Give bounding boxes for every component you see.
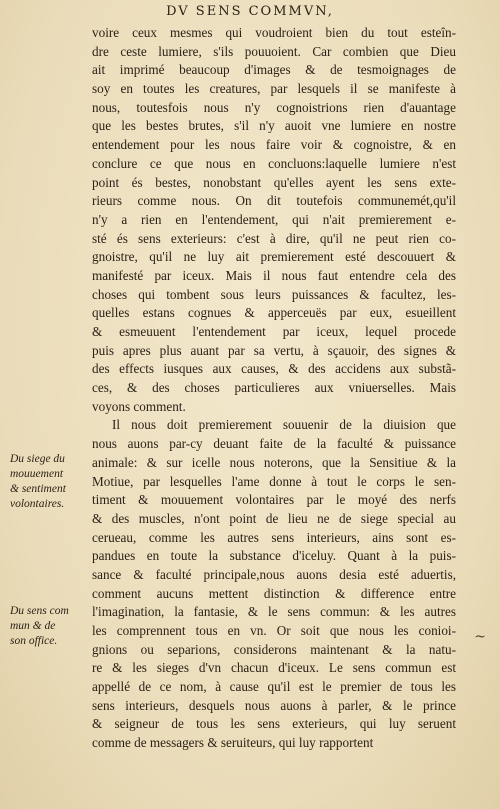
text-line: sté és sens exterieurs: c'est à dire, qu'il ne peut rien co- xyxy=(92,230,456,246)
text-line: pandues en toute la substance d'iceluy. Quant à la puis- xyxy=(92,548,456,564)
text-line: gnoistre, qu'il ne luy ait premierement esté descouuert & xyxy=(92,249,456,265)
text-line: l'imagination, la fantasie, & le sens commun: & les autres xyxy=(92,604,456,620)
text-line: les comprennent tous en vn. Or soit que nous les conioi- xyxy=(92,623,456,638)
margin-note-line: & sentiment xyxy=(10,483,66,495)
text-line: timent & mouuement volontaires par le moyé des nerfs xyxy=(92,492,456,508)
text-line: des effects iusques aux causes, & des accidens aux substã- xyxy=(92,361,456,377)
text-line: comme de messagers & seruiteurs, qui luy rapportent xyxy=(92,735,374,751)
text-line: que les bestes brutes, s'il n'y auoit vne lumiere en nostre xyxy=(92,118,456,134)
text-line: conclure ce que nous en concluons:laquelle lumiere n'est xyxy=(92,155,456,171)
text-line: entendement pour les nous faire voir & cognoistre, & en xyxy=(92,137,456,153)
text-line: n'y a rien en l'entendement, qui n'ait premierement e- xyxy=(92,211,456,227)
text-line: voyons comment. xyxy=(92,398,186,414)
text-line: & esmeuuent l'entendement par iceux, lequel procede xyxy=(92,324,456,339)
margin-note-siege xyxy=(10,452,88,512)
text-line: appellé de ce nom, à cause qu'il est le premier de tous les xyxy=(92,679,456,695)
text-line: puis apres plus auant par sa vertu, à sçauoir, des signes & xyxy=(92,342,456,358)
text-line: sance & faculté principale,nous auons desia esté aduertis, xyxy=(92,566,456,582)
paragraph-2 xyxy=(92,416,456,752)
text-line: & seigneur de tous les sens exterieurs, qui luy seruent xyxy=(92,716,456,732)
text-line: rieurs comme nous. On dit toutefois communemét,qu'il xyxy=(92,193,456,209)
text-line: re & les sieges d'vn chacun d'iceux. Le sens commun est xyxy=(92,660,456,676)
text-line: voire ceux mesmes qui voudroient bien du tout esteîn- xyxy=(92,25,456,40)
text-line: animale: & sur icelle nous noterons, que la Sensitiue & la xyxy=(92,454,456,470)
margin-bracket-mark: ~ xyxy=(474,629,486,645)
margin-note-line: mun & de xyxy=(10,620,56,632)
text-line: choses qui tombent sous leurs puissances & facultez, les- xyxy=(92,286,456,302)
text-line: sens interieurs, desquels nous auons à parler, & le prince xyxy=(92,697,456,713)
text-line: & des muscles, n'ont point de lieu ne de siege special au xyxy=(92,510,456,526)
text-line: Motiue, par lesquelles l'ame donne à tout le corps le sen- xyxy=(92,473,456,489)
text-line: comment aucuns mettent distinction & difference entre xyxy=(92,585,456,601)
margin-note-line: volontaires. xyxy=(10,498,65,510)
margin-note-line: Du siege du xyxy=(10,453,65,465)
paragraph-1 xyxy=(92,24,456,416)
text-line: nous, toutesfois nous n'y cognoistrions rien d'auantage xyxy=(92,99,456,115)
text-line: dre ceste lumiere, s'ils pouuoient. Car combien que Dieu xyxy=(92,43,456,59)
margin-note-line: son office. xyxy=(10,635,58,647)
margin-note-line: mouuement xyxy=(10,468,64,480)
page-body xyxy=(92,24,456,753)
text-line: point és bestes, nonobstant qu'elles ayent les sens exte- xyxy=(92,174,456,190)
text-line: Il nous doit premierement souuenir de la diuision que xyxy=(112,417,456,433)
text-line: ces, & des choses particulieres aux vniuerselles. Mais xyxy=(92,380,456,396)
text-line: nous auons par-cy deuant faite de la faculté & puissance xyxy=(92,436,456,452)
text-line: quelles estans cognues & apperceuës par eux, esueillent xyxy=(92,305,456,321)
margin-note-line: Du sens com xyxy=(10,605,69,617)
text-line: ait imprimé beaucoup d'images & de tesmoignages de xyxy=(92,62,456,78)
text-line: soy en toutes les creatures, par lesquels il se manifeste à xyxy=(92,81,456,97)
running-title: DV SENS COMMVN, xyxy=(166,4,334,19)
margin-note-sens-commun xyxy=(10,604,88,649)
text-line: gnions ou separions, considerons maintenant & la natu- xyxy=(92,641,456,657)
text-line: cerueau, comme les autres sens interieurs, ains sont es- xyxy=(92,529,456,545)
text-line: manifesté par iceux. Mais il nous faut entendre cela des xyxy=(92,267,456,283)
